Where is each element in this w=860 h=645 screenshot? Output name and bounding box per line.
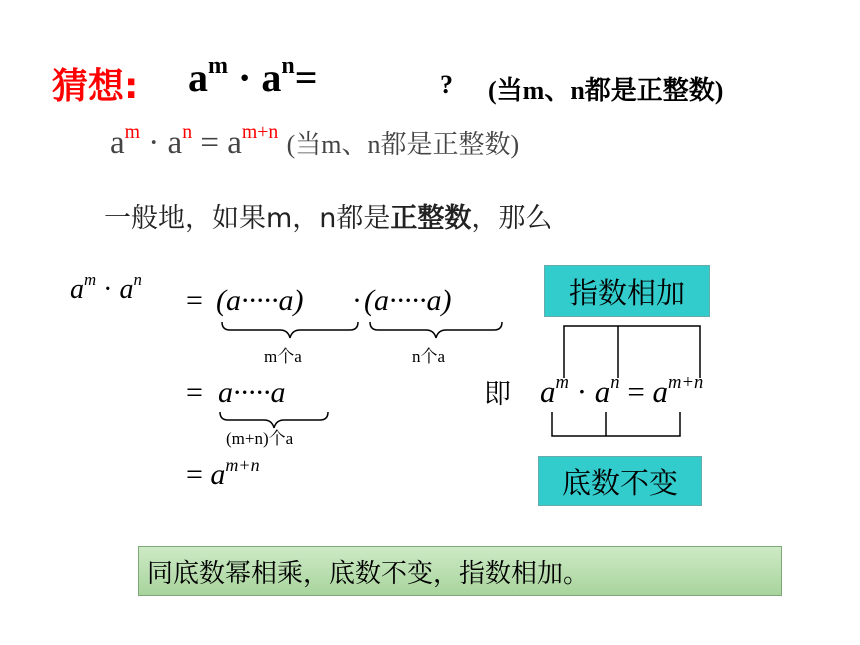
underbrace-1: [222, 322, 358, 338]
base: a: [540, 374, 556, 409]
top-bracket: [564, 326, 700, 378]
exponent: m: [555, 372, 569, 394]
statement-bold: 正整数: [390, 203, 472, 234]
conjecture-label: 猜想:: [52, 66, 139, 107]
exponent: m+n: [225, 454, 260, 475]
equals: =: [619, 374, 653, 409]
statement-text: 一般地，如果m，n都是: [104, 203, 391, 234]
expr: a·····a: [218, 376, 286, 409]
exponent: m: [124, 121, 141, 144]
exponent: n: [281, 53, 295, 79]
equals: =: [192, 125, 228, 161]
base: a: [119, 274, 134, 305]
statement-text: ，那么: [471, 203, 553, 234]
dot: ·: [140, 125, 168, 161]
conjecture-condition: (当m、n都是正整数): [488, 76, 724, 105]
base-unchanged-box: [538, 456, 702, 506]
base: a: [188, 55, 208, 100]
exponent: m: [84, 270, 97, 290]
base: a: [110, 125, 125, 161]
derivation-step1: [186, 278, 506, 372]
label-n-a: n个a: [412, 347, 446, 366]
exponent: m: [208, 53, 228, 79]
conjecture-formula: [188, 54, 318, 101]
summary-banner: [138, 546, 782, 596]
group1: (a·····a): [216, 284, 304, 317]
label-mn-a: (m+n)个a: [226, 429, 294, 448]
label-m-a: m个a: [264, 347, 302, 366]
base: a: [227, 125, 242, 161]
dot: ·: [228, 55, 262, 100]
derivation-step3: [186, 454, 260, 492]
rule-formula: [540, 374, 703, 410]
base: a: [261, 55, 282, 100]
base: a: [652, 374, 669, 409]
dot: ·: [568, 374, 595, 409]
mid-dot: ·: [352, 284, 362, 317]
base: a: [70, 274, 84, 305]
exponent: m+n: [668, 372, 704, 394]
derivation-step2: [186, 372, 366, 456]
dot: ·: [96, 274, 120, 305]
step2-graphic: [186, 372, 366, 452]
exponent: n: [133, 270, 142, 290]
base: a: [210, 458, 226, 491]
underbrace-3: [220, 412, 328, 428]
equals: =: [186, 458, 203, 491]
underbrace-2: [370, 322, 502, 338]
derivation-lhs: [70, 270, 142, 306]
question-mark: ?: [440, 70, 453, 99]
exponent: m+n: [241, 121, 279, 144]
step1-graphic: [186, 278, 506, 368]
general-statement: [104, 196, 552, 235]
summary-text: 同底数幂相乘，底数不变，指数相加。: [147, 558, 590, 589]
equals: =: [186, 284, 203, 317]
equals: =: [186, 376, 203, 409]
equals: =: [294, 55, 318, 100]
box-label: 指数相加: [568, 275, 685, 310]
result-formula: [110, 121, 520, 162]
box-label: 底数不变: [561, 465, 678, 500]
group2: (a·····a): [364, 284, 452, 317]
exponent: n: [610, 372, 620, 394]
bottom-bracket: [552, 412, 680, 436]
namely-label: 即: [484, 379, 511, 410]
exponent-add-box: [544, 265, 710, 317]
base: a: [594, 374, 611, 409]
result-condition: (当m、n都是正整数): [286, 130, 520, 159]
base: a: [167, 125, 183, 161]
exponent: n: [182, 121, 193, 144]
